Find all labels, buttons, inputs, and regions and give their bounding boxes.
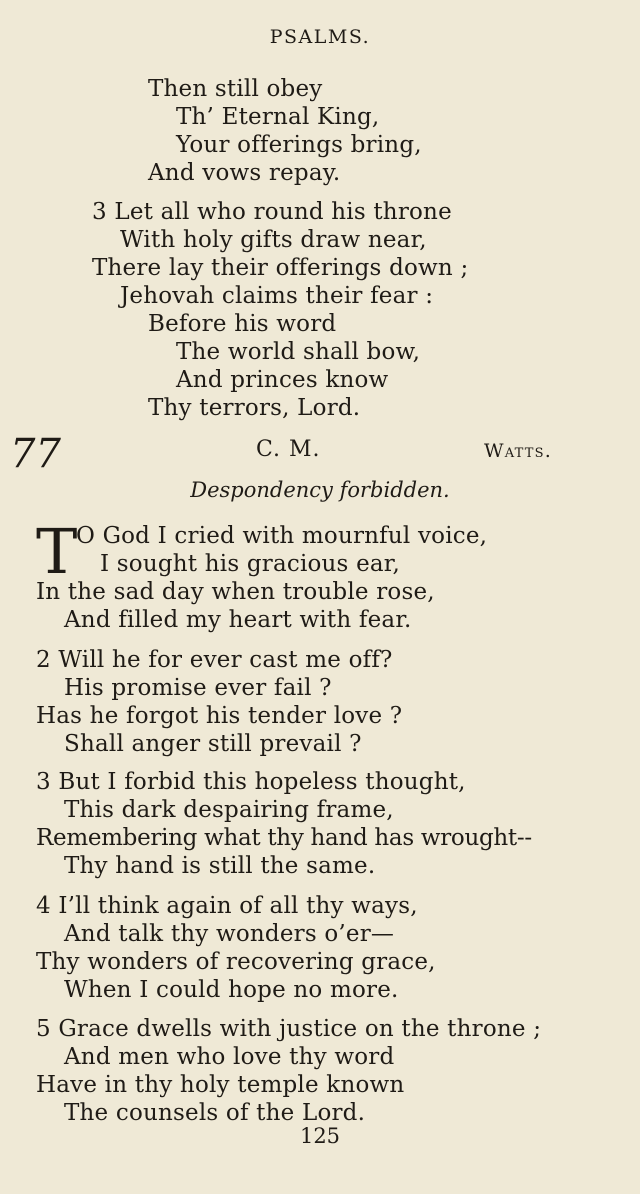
verse-line: When I could hope no more. [64,977,399,1003]
verse-line: There lay their offerings down ; [92,255,469,281]
verse-line: 3 But I forbid this hopeless thought, [36,769,466,795]
verse-line: This dark despairing frame, [64,797,394,823]
verse-line: 2 Will he for ever cast me off? [36,647,393,673]
verse-line: 4 I’ll think again of all thy ways, [36,893,418,919]
verse-line: And vows repay. [148,160,341,186]
verse-line: Remembering what thy hand has wrought-- [36,825,532,851]
verse-line: With holy gifts draw near, [120,227,427,253]
hymn-number: 77 [10,431,61,477]
verse-line: Shall anger still prevail ? [64,731,362,757]
verse-line: And men who love thy word [64,1044,395,1070]
verse-line: Has he forgot his tender love ? [36,703,403,729]
verse-line: Thy terrors, Lord. [148,395,361,421]
verse-line: 3 Let all who round his throne [92,199,452,225]
verse-line: Th’ Eternal King, [176,104,380,130]
verse-line: 5 Grace dwells with justice on the throne ; [36,1016,542,1042]
hymn-author: Watts. [484,440,552,462]
verse-line: In the sad day when trouble rose, [36,579,435,605]
verse-line: And filled my heart with fear. [64,607,412,633]
hymn-subtitle: Despondency forbidden. [190,478,450,502]
verse-line: The world shall bow, [176,339,421,365]
verse-line: Have in thy holy temple known [36,1072,405,1098]
verse-line: And princes know [176,367,389,393]
verse-line: O God I cried with mournful voice, [76,523,488,549]
verse-line: Jehovah claims their fear : [120,283,434,309]
verse-line: The counsels of the Lord. [64,1100,366,1126]
verse-line: And talk thy wonders o’er— [64,921,395,947]
verse-line: Before his word [148,311,337,337]
drop-cap: T [36,515,78,588]
verse-line: His promise ever fail ? [64,675,332,701]
verse-line: Then still obey [148,76,323,102]
verse-line: Your offerings bring, [176,132,422,158]
verse-line: I sought his gracious ear, [100,551,400,577]
page-number: 125 [299,1124,341,1148]
running-header: PSALMS. [269,26,371,48]
hymn-meter: C. M. [256,437,321,462]
verse-line: Thy wonders of recovering grace, [36,949,436,975]
verse-line: Thy hand is still the same. [64,853,376,879]
